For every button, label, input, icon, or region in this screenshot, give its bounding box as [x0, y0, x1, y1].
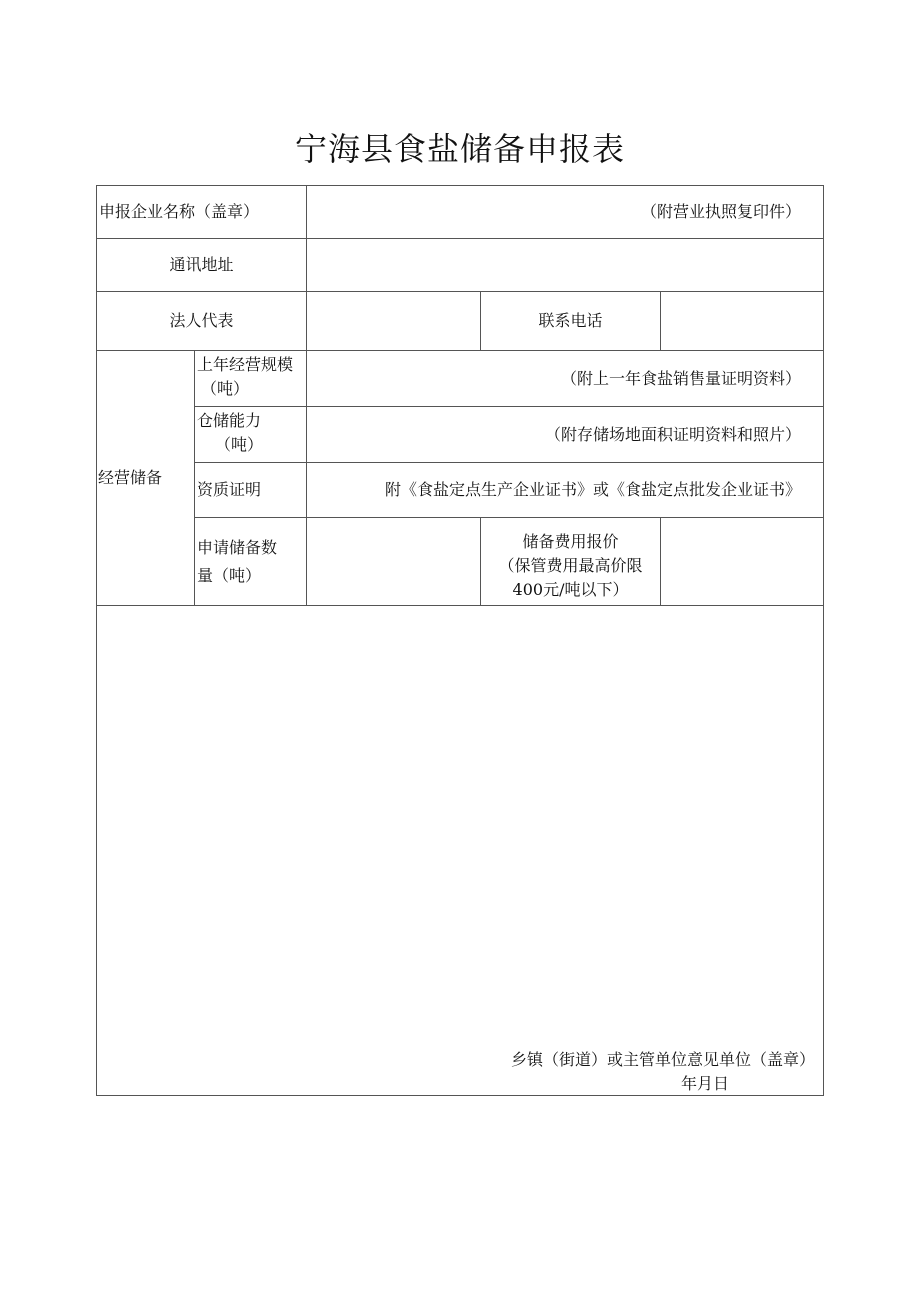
- capacity-note: （附存储场地面积证明资料和照片）: [544, 424, 801, 444]
- capacity-label-cell: [194, 406, 307, 463]
- qualification-label-cell: [194, 462, 307, 518]
- scale-label-cell: [194, 350, 307, 407]
- quantity-label-cell: [194, 517, 307, 606]
- qualification-field[interactable]: [306, 462, 824, 518]
- section-label: 经营储备: [98, 468, 163, 487]
- legal-rep-field[interactable]: [306, 291, 481, 351]
- phone-label: 联系电话: [538, 311, 603, 330]
- qualification-note: 附《食盐定点生产企业证书》或《食盐定点批发企业证书》: [384, 480, 801, 499]
- legal-rep-label: 法人代表: [169, 311, 234, 330]
- phone-field[interactable]: [660, 291, 824, 351]
- section-label-cell: [96, 350, 195, 606]
- price-field[interactable]: [660, 517, 824, 606]
- opinion-date: 年月日: [681, 1074, 730, 1093]
- price-label-line1: 储备费用报价: [522, 532, 619, 551]
- price-label-line2: （保管费用最高价限: [498, 556, 643, 575]
- company-name-label-cell: [96, 185, 307, 239]
- quantity-label-line2: 量（吨）: [197, 566, 262, 585]
- address-field[interactable]: [306, 238, 824, 292]
- address-label: 通讯地址: [169, 255, 234, 274]
- opinion-field[interactable]: [96, 605, 824, 1096]
- company-name-label: 申报企业名称（盖章）: [99, 202, 260, 221]
- scale-label-line2: （吨）: [201, 379, 250, 398]
- phone-label-cell: [480, 291, 661, 351]
- quantity-field[interactable]: [306, 517, 481, 606]
- scale-label-line1: 上年经营规模: [197, 355, 294, 374]
- scale-field[interactable]: [306, 350, 824, 407]
- quantity-label-line1: 申请储备数: [197, 538, 278, 557]
- company-name-note: （附营业执照复印件）: [640, 202, 801, 221]
- company-name-field[interactable]: [306, 185, 824, 239]
- price-label-line3: 400元/吨以下）: [512, 580, 629, 599]
- capacity-label-line1: 仓储能力: [197, 411, 262, 430]
- price-label-cell: [480, 517, 661, 606]
- page-title: 宁海县食盐储备申报表: [294, 130, 625, 168]
- capacity-label-line2: （吨）: [215, 435, 264, 454]
- address-label-cell: [96, 238, 307, 292]
- opinion-label: 乡镇（街道）或主管单位意见单位（盖章）: [510, 1050, 815, 1069]
- capacity-field[interactable]: [306, 406, 824, 463]
- qualification-label: 资质证明: [197, 480, 262, 499]
- scale-note: （附上一年食盐销售量证明资料）: [560, 368, 801, 388]
- legal-rep-label-cell: [96, 291, 307, 351]
